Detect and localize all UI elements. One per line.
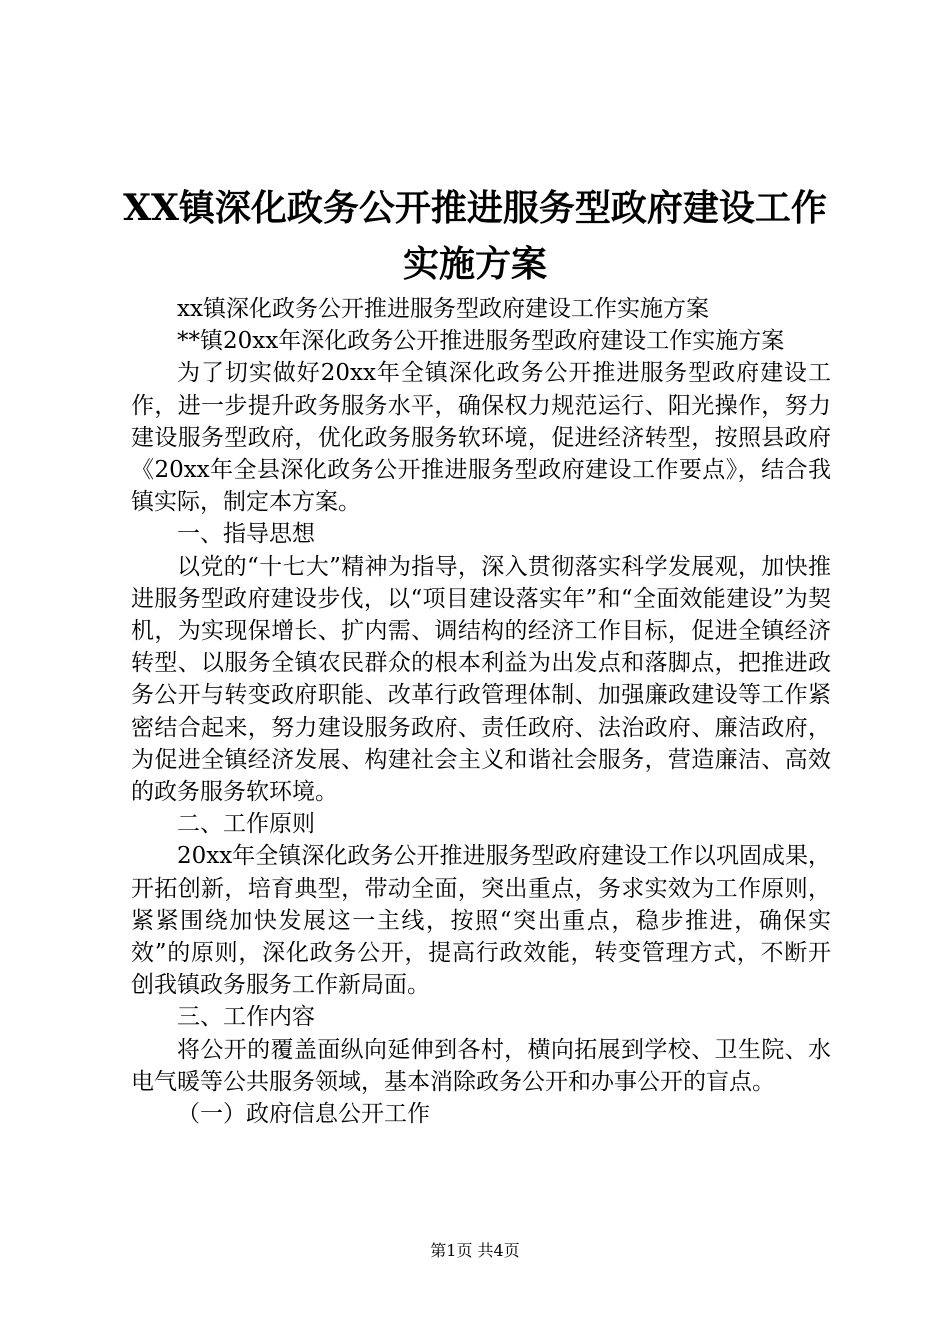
- body-paragraph: 以党的“十七大”精神为指导，深入贯彻落实科学发展观，加快推进服务型政府建设步伐，以“项目建设落实年”和“全面效能建设”为契机，为实现保增长、扩内需、调结构的经济工作目标，促进全镇经济转型、以服务全镇农民群众的根本利益为出发点和落脚点，把推进政务公开与转变政府职能、改革行政管理体制、加强廉政建设等工作紧密结合起来，努力建设服务政府、责任政府、法治政府、廉洁政府，为促进全镇经济发展、构建社会主义和谐社会服务，营造廉洁、高效的政务服务软环境。: [131, 553, 831, 806]
- document-title-line-1: XX镇深化政务公开推进服务型政府建设工作: [123, 187, 827, 229]
- document-body: [131, 293, 831, 1130]
- body-paragraph: 将公开的覆盖面纵向延伸到各村，横向拓展到学校、卫生院、水电气暖等公共服务领域，基本消除政务公开和办事公开的盲点。: [131, 1036, 831, 1095]
- section-heading: 二、工作原则: [177, 811, 315, 838]
- document-title-line-2: 实施方案: [402, 243, 547, 285]
- subtitle-paragraph: xx镇深化政务公开推进服务型政府建设工作实施方案: [177, 296, 709, 322]
- subtitle-paragraph: **镇20xx年深化政务公开推进服务型政府建设工作实施方案: [177, 328, 785, 355]
- body-paragraph: 为了切实做好20xx年全镇深化政务公开推进服务型政府建设工作，进一步提升政务服务水平，确保权力规范运行、阳光操作，努力建设服务型政府，优化政务服务软环境，促进经济转型，按照县政府《20xx年全县深化政务公开推进服务型政府建设工作要点》，结合我镇实际，制定本方案。: [131, 360, 831, 516]
- body-paragraph: 20xx年全镇深化政务公开推进服务型政府建设工作以巩固成果，开拓创新，培育典型，带动全面，突出重点，务求实效为工作原则，紧紧围绕加快发展这一主线，按照“突出重点，稳步推进，确保实效”的原则，深化政务公开，提高行政效能，转变管理方式，不断开创我镇政务服务工作新局面。: [131, 843, 831, 999]
- page-number-footer: 第1页 共4页: [430, 1241, 520, 1260]
- subsection-heading: （一）政府信息公开工作: [177, 1101, 430, 1128]
- section-heading: 三、工作内容: [177, 1004, 315, 1031]
- section-heading: 一、指导思想: [177, 521, 315, 548]
